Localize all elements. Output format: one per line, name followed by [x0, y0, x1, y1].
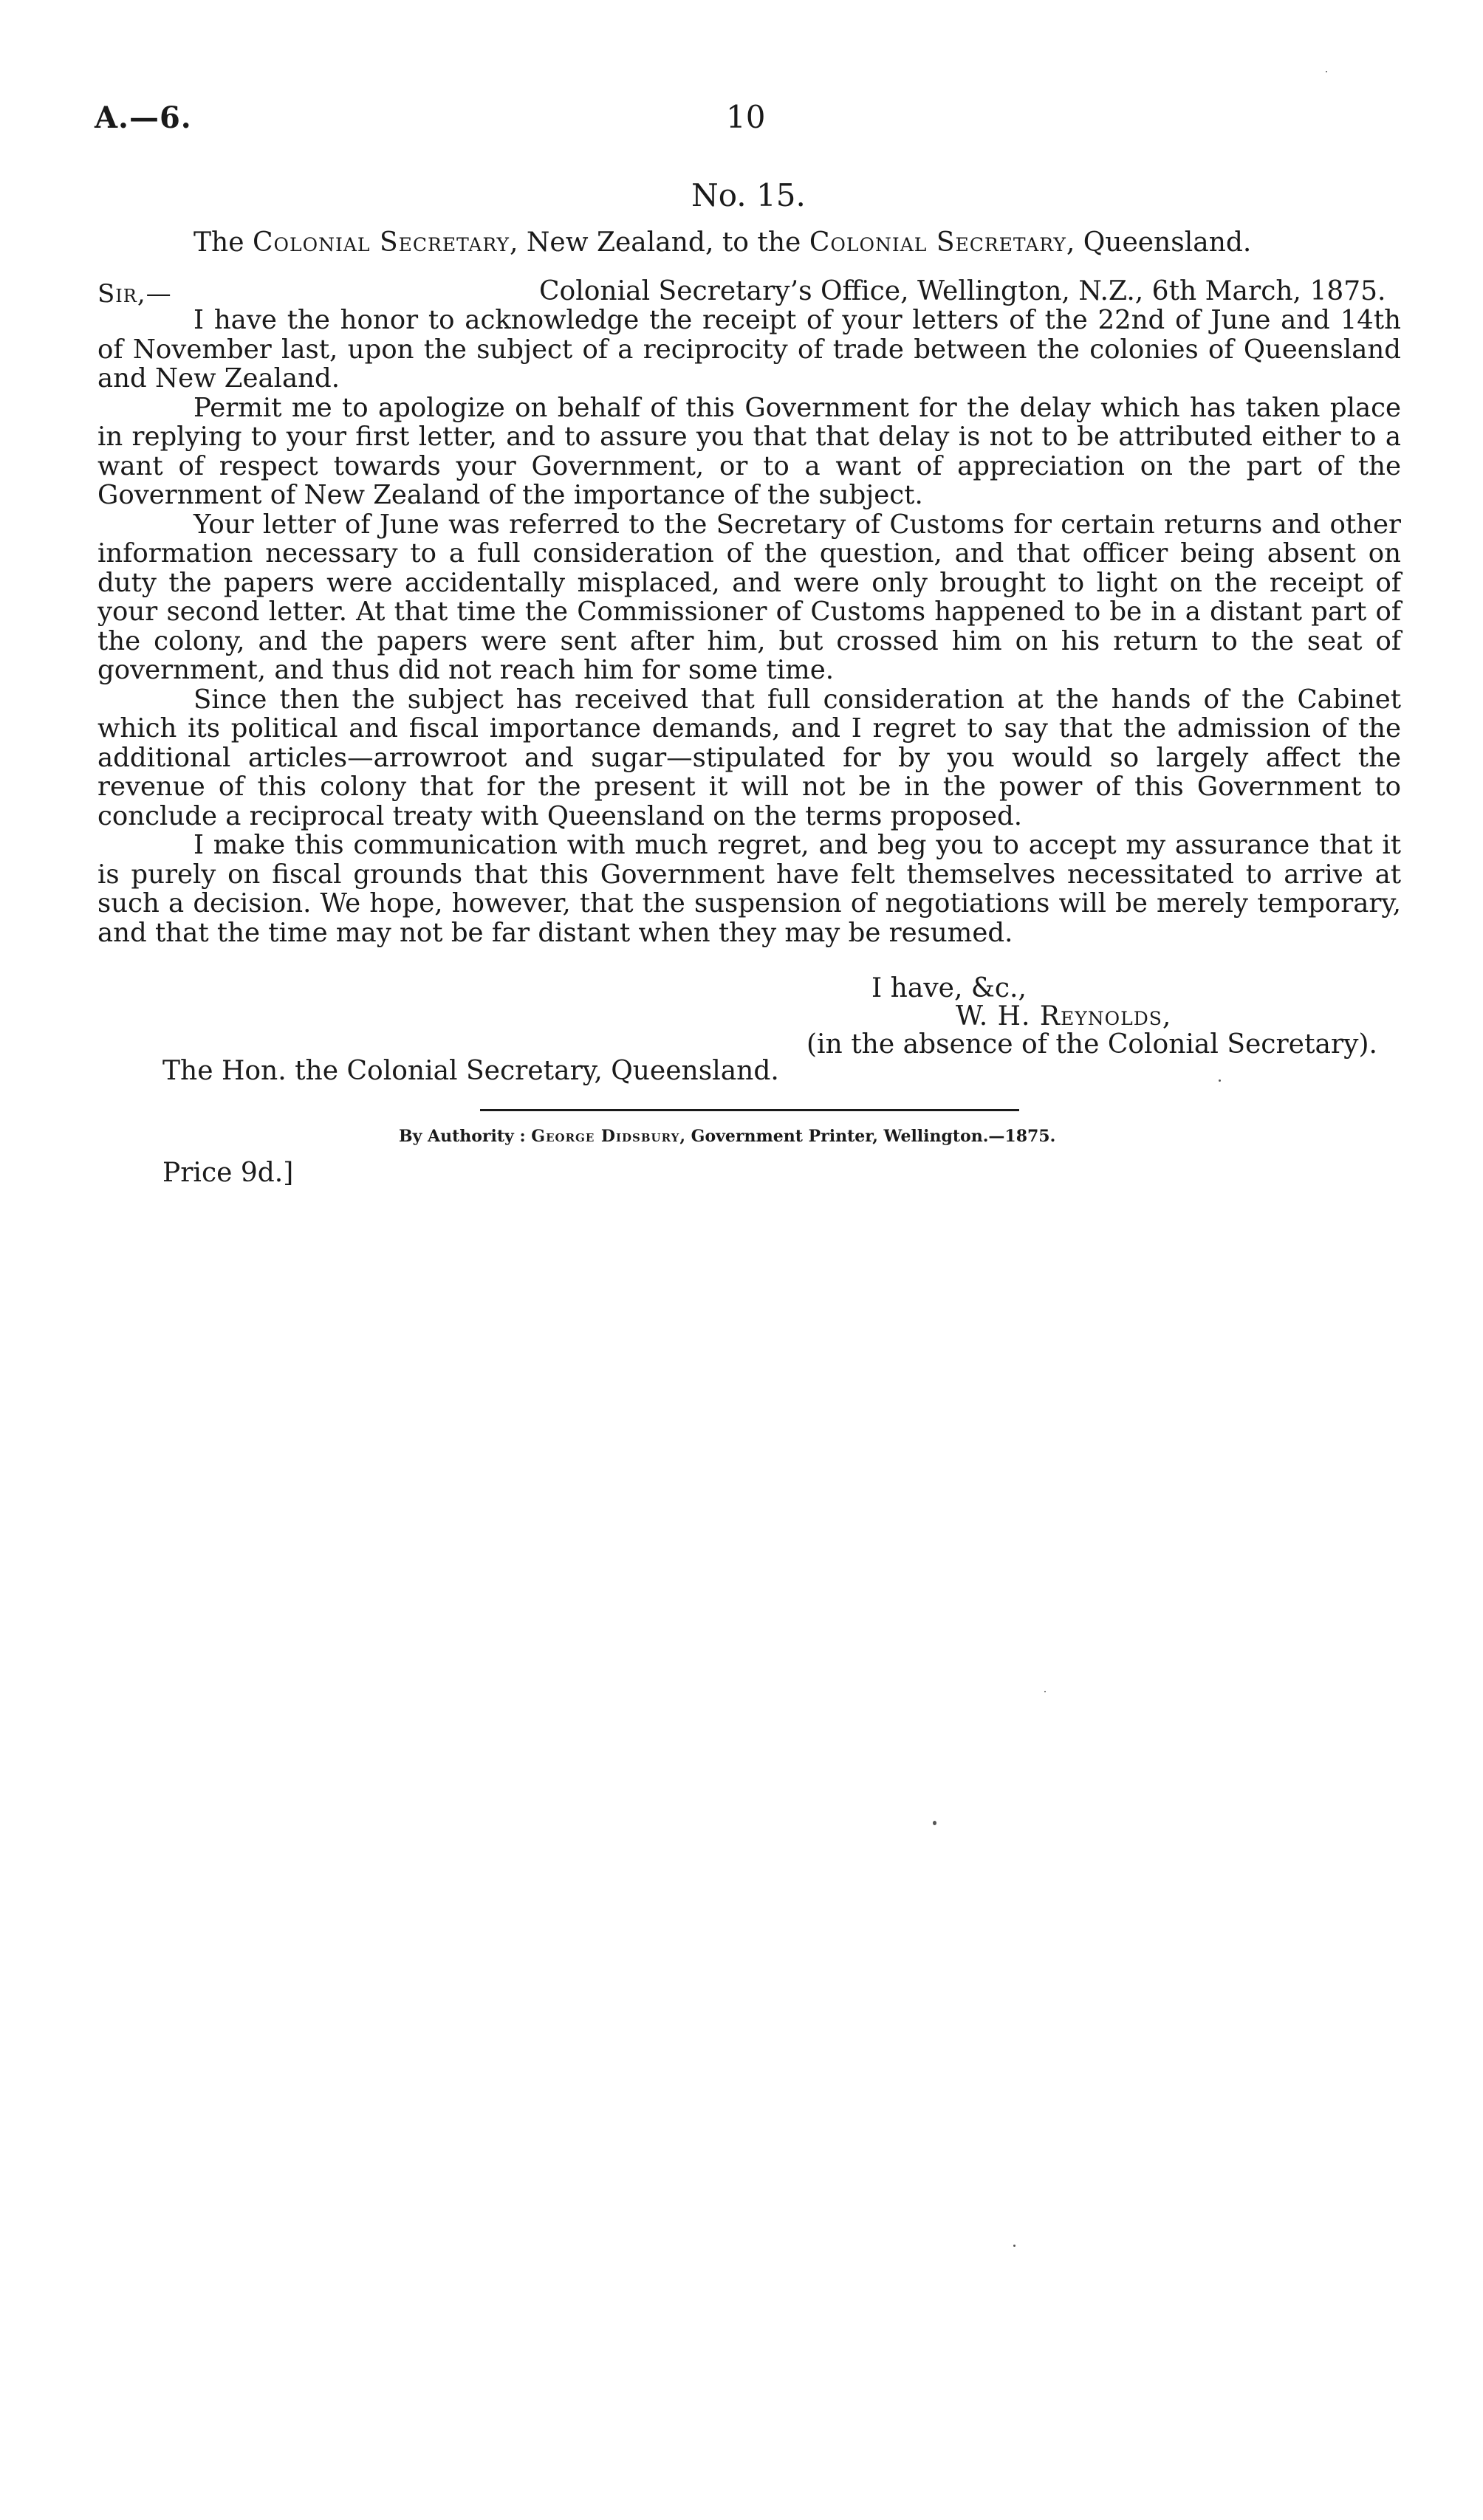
paragraph: Your letter of June was referred to the Secretary of Customs for certain returns and other information necessary to a full consideration of the question, and that officer being absent on duty the papers were accidentally misplaced, and were only brought to light on the receipt of your second letter. At that time the Commissioner of Customs happened to be in a distant part of the colony, and the papers were sent after him, but crossed him on his return to the seat of government, and thus did not reach him for some time. — [97, 509, 1401, 685]
heading-part-2: , New Zealand, to the — [510, 227, 801, 258]
heading-to-title: Colonial Secretary — [809, 227, 1066, 258]
imprint-prefix: By Authority : — [399, 1127, 526, 1146]
paragraph: I have the honor to acknowledge the receipt of your letters of the 22nd of June and 14th of November last, upon the subject of a reciprocity of trade between the colonies of Queensland and New Zealand. — [97, 305, 1401, 394]
page-number: 10 — [726, 99, 766, 135]
price: Price 9d.] — [162, 1158, 294, 1188]
document-reference: A.—6. — [95, 100, 192, 135]
dateline: Colonial Secretary’s Office, Wellington, N.Z., 6th March, 1875. — [539, 276, 1386, 306]
scan-speck — [1013, 2245, 1016, 2247]
salutation: Sir,— — [97, 279, 172, 309]
letter-heading — [193, 227, 1251, 258]
addressee: The Hon. the Colonial Secretary, Queensland. — [162, 1056, 779, 1086]
document-number: No. 15. — [691, 177, 806, 213]
closing: I have, &c., — [871, 973, 1027, 1003]
printer-imprint — [399, 1127, 1055, 1146]
signature-note: (in the absence of the Colonial Secretary). — [806, 1029, 1377, 1060]
scan-speck — [1219, 1079, 1221, 1082]
imprint-suffix: , Government Printer, Wellington.—1875. — [679, 1127, 1056, 1146]
heading-from-title: Colonial Secretary — [252, 227, 510, 258]
scan-speck — [1044, 1691, 1046, 1692]
letter-body — [97, 306, 1401, 947]
paragraph: I make this communication with much regret, and beg you to accept my assurance that it is purely on fiscal grounds that this Government have felt themselves necessitated to arrive at such a decision. We hope, however, that the suspension of negotiations will be merely temporary, and that the time may not be far distant when they may be resumed. — [97, 830, 1401, 948]
heading-part-1: The — [193, 227, 244, 258]
paragraph: Since then the subject has received that full consideration at the hands of the Cabinet which its political and fiscal importance demands, and I regret to say that the admission of the additional articles—arrowroot and sugar—stipulated for by you would so largely affect the revenue of this colony that for the present it will not be in the power of this Government to conclude a reciprocal treaty with Queensland on the terms proposed. — [97, 684, 1401, 831]
scan-speck — [933, 1821, 936, 1825]
scan-speck — [1326, 71, 1327, 72]
imprint-printer: George Didsbury — [531, 1127, 680, 1146]
heading-part-3: , Queensland. — [1066, 227, 1252, 258]
paragraph: Permit me to apologize on behalf of this Government for the delay which has taken place in replying to your first letter, and to assure you that that delay is not to be attributed either to a want of respect towards your Government, or to a want of appreciation on the part of the Government of New Zealand of the importance of the subject. — [97, 392, 1401, 510]
signature: W. H. Reynolds, — [956, 1001, 1172, 1031]
footer-rule — [480, 1109, 1019, 1111]
